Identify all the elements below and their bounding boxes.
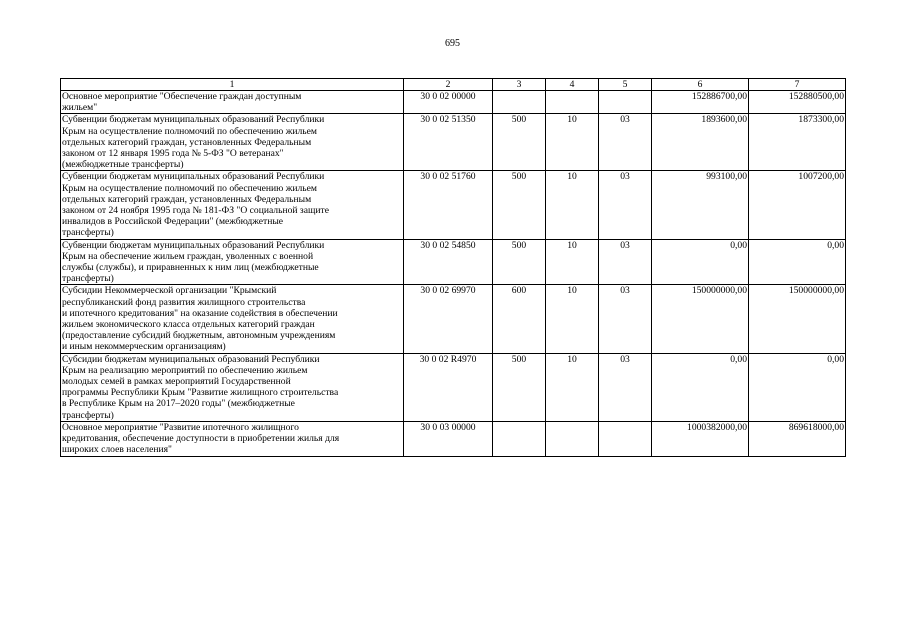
row-sum-1: 1000382000,00 [652,421,749,456]
row-vr: 600 [493,285,546,353]
row-rz: 10 [546,114,599,171]
row-sum-2: 0,00 [749,239,846,285]
table-row [61,114,846,171]
row-name: Субвенции бюджетам муниципальных образований Республики Крым на обеспечение жильем граждан, уволенных с военной службы (службы), и приравненных к ним лиц (межбюджетные трансферты) [61,239,404,285]
row-pr: 03 [599,353,652,421]
row-name: Основное мероприятие "Развитие ипотечного жилищного кредитования, обеспечение доступности в приобретении жилья для широких слоев населения" [61,421,404,456]
header-row [61,79,846,91]
row-sum-1: 1893600,00 [652,114,749,171]
row-code: 30 0 02 51760 [404,171,493,239]
row-pr: 03 [599,171,652,239]
row-sum-2: 1007200,00 [749,171,846,239]
row-pr [599,91,652,114]
row-rz: 10 [546,353,599,421]
row-sum-2: 0,00 [749,353,846,421]
table-row [61,171,846,239]
row-sum-2: 152880500,00 [749,91,846,114]
row-vr [493,91,546,114]
table-row [61,353,846,421]
row-sum-1: 150000000,00 [652,285,749,353]
page-number: 695 [445,38,460,49]
row-vr: 500 [493,171,546,239]
header-col-5: 5 [599,79,652,91]
row-rz: 10 [546,285,599,353]
row-name: Основное мероприятие "Обеспечение граждан доступным жильем" [61,91,404,114]
row-sum-2: 869618000,00 [749,421,846,456]
row-code: 30 0 02 R4970 [404,353,493,421]
row-rz: 10 [546,171,599,239]
row-rz [546,421,599,456]
header-col-3: 3 [493,79,546,91]
header-col-2: 2 [404,79,493,91]
row-code: 30 0 02 54850 [404,239,493,285]
row-vr: 500 [493,239,546,285]
row-pr [599,421,652,456]
row-name: Субсидии бюджетам муниципальных образований Республики Крым на реализацию мероприятий по обеспечению жильем молодых семей в рамках мероприятий Государственной программы Республики Крым "Развитие жилищного строительства в Республике Крым на 2017–2020 годы" (межбюджетные трансферты) [61,353,404,421]
row-name: Субвенции бюджетам муниципальных образований Республики Крым на осуществление полномочий по обеспечению жильем отдельных категорий граждан, установленных Федеральным законом от 12 января 1995 года № 5-ФЗ "О ветеранах" (межбюджетные трансферты) [61,114,404,171]
table-row [61,239,846,285]
header-col-1: 1 [61,79,404,91]
table-row [61,421,846,456]
header-col-7: 7 [749,79,846,91]
row-vr: 500 [493,114,546,171]
row-sum-1: 993100,00 [652,171,749,239]
budget-table [60,78,846,457]
row-code: 30 0 02 51350 [404,114,493,171]
row-rz: 10 [546,239,599,285]
header-col-4: 4 [546,79,599,91]
row-name: Субвенции бюджетам муниципальных образований Республики Крым на осуществление полномочий по обеспечению жильем отдельных категорий граждан, установленных Федеральным законом от 24 ноября 1995 года № 181-ФЗ "О социальной защите инвалидов в Российской Федерации" (межбюджетные трансферты) [61,171,404,239]
table-row [61,91,846,114]
row-vr: 500 [493,353,546,421]
row-pr: 03 [599,114,652,171]
row-rz [546,91,599,114]
row-sum-2: 150000000,00 [749,285,846,353]
row-code: 30 0 03 00000 [404,421,493,456]
row-code: 30 0 02 69970 [404,285,493,353]
row-sum-2: 1873300,00 [749,114,846,171]
row-pr: 03 [599,239,652,285]
row-code: 30 0 02 00000 [404,91,493,114]
table-row [61,285,846,353]
row-name: Субсидии Некоммерческой организации "Крымский республиканский фонд развития жилищного строительства и ипотечного кредитования" на оказание содействия в обеспечении жильем экономического класса отдельных категорий граждан (предоставление субсидий бюджетным, автономным учреждениям и иным некоммерческим организациям) [61,285,404,353]
row-sum-1: 0,00 [652,239,749,285]
header-col-6: 6 [652,79,749,91]
row-pr: 03 [599,285,652,353]
row-sum-1: 152886700,00 [652,91,749,114]
row-vr [493,421,546,456]
row-sum-1: 0,00 [652,353,749,421]
